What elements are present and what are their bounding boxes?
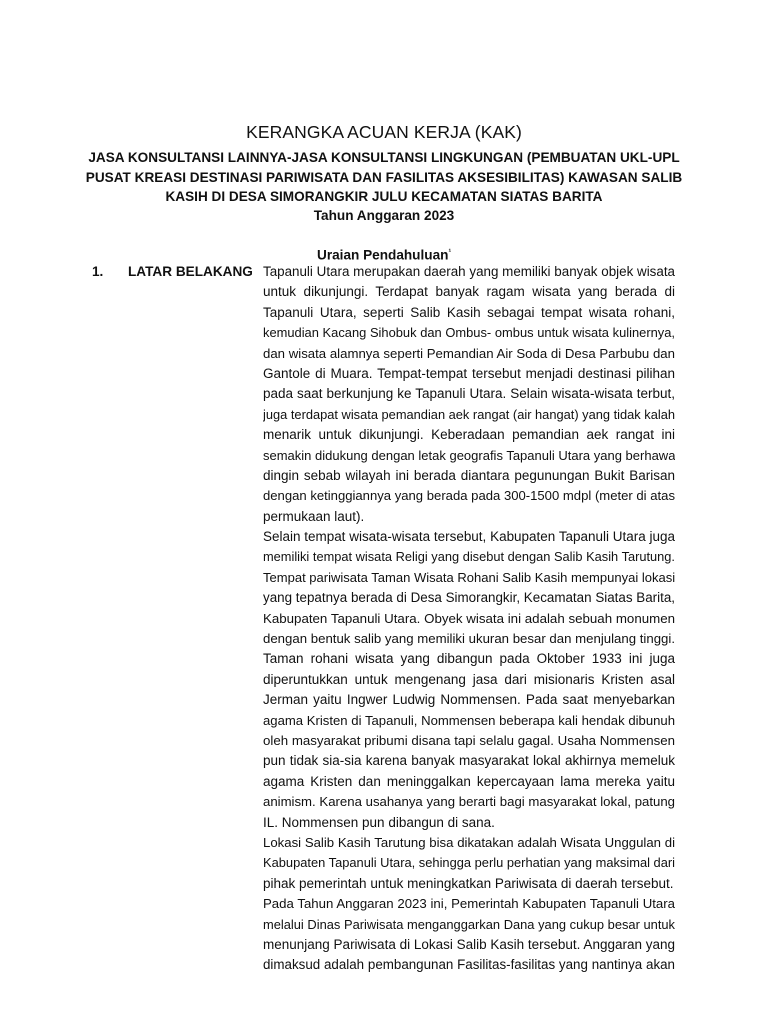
budget-year: Tahun Anggaran 2023 [313, 208, 455, 223]
body-line: Kabupaten Tapanuli Utara. Obyek wisata ini adalah sebuah monumen [263, 610, 675, 626]
body-line: diperuntukkan untuk mengenang jasa dari misionaris Kristen asal [263, 671, 675, 687]
body-line: memiliki tempat wisata Religi yang disebut dengan Salib Kasih Tarutung. [263, 549, 675, 565]
document-subtitle [60, 148, 708, 207]
body-line: kemudian Kacang Sihobuk dan Ombus- ombus untuk wisata kulinernya, [263, 325, 675, 341]
body-line: menarik untuk dikunjungi. Keberadaan pemandian aek rangat ini [263, 427, 675, 443]
body-line: Jerman yaitu Ingwer Ludwig Nommensen. Pada saat menyebarkan [263, 692, 675, 708]
body-line: pun tidak sia-sia karena banyak masyarakat lokal akhirnya memeluk [263, 753, 675, 769]
item-label: LATAR BELAKANG [128, 264, 253, 279]
body-line: oleh masyarakat pribumi disana tapi selalu gagal. Usaha Nommensen [263, 732, 675, 748]
subtitle-line: KASIH DI DESA SIMORANGKIR JULU KECAMATAN SIATAS BARITA [165, 189, 603, 204]
body-line: dan wisata alamnya seperti Pemandian Air Soda di Desa Parbubu dan [263, 345, 675, 361]
body-line: melalui Dinas Pariwisata menganggarkan Dana yang cukup besar untuk [263, 916, 675, 932]
body-line: agama Kristen dan meninggalkan kepercayaan lama mereka yaitu [263, 773, 675, 789]
body-line: dingin sebab wilayah ini berada diantara pegunungan Bukit Barisan [263, 467, 675, 483]
document-title: KERANGKA ACUAN KERJA (KAK) [246, 122, 522, 142]
subtitle-line: PUSAT KREASI DESTINASI PARIWISATA DAN FASILITAS AKSESIBILITAS) KAWASAN SALIB [85, 169, 683, 185]
body-line: dimaksud adalah pembangunan Fasilitas-fasilitas yang nantinya akan [263, 957, 675, 973]
subtitle-line: JASA KONSULTANSI LAINNYA-JASA KONSULTANSI LINGKUNGAN (PEMBUATAN UKL-UPL [88, 150, 680, 165]
body-line: permukaan laut). [263, 508, 365, 524]
body-line: Selain tempat wisata-wisata tersebut, Kabupaten Tapanuli Utara juga [263, 529, 675, 545]
body-line: menunjang Pariwisata di Lokasi Salib Kasih tersebut. Anggaran yang [263, 936, 675, 952]
body-line: pada saat berkunjung ke Tapanuli Utara. Selain wisata-wisata terbut, [263, 386, 675, 402]
body-line: Tapanuli Utara, seperti Salib Kasih sebagai tempat wisata rohani, [263, 304, 675, 320]
body-line: pihak pemerintah untuk meningkatkan Pariwisata di daerah tersebut. [263, 875, 674, 891]
body-line: Taman rohani wisata yang dibangun pada Oktober 1933 ini juga [263, 651, 675, 667]
body-line: IL. Nommensen pun dibangun di sana. [263, 814, 495, 830]
body-line: dengan bentuk salib yang memiliki ukuran besar dan menjulang tinggi. [263, 631, 675, 647]
body-line: Tempat pariwisata Taman Wisata Rohani Salib Kasih mempunyai lokasi [263, 569, 675, 585]
body-line: Kabupaten Tapanuli Utara, sehingga perlu perhatian yang maksimal dari [263, 855, 675, 871]
item-number: 1. [92, 264, 104, 279]
body-line: untuk dikunjungi. Terdapat banyak ragam wisata yang berada di [263, 284, 675, 300]
body-line: Tapanuli Utara merupakan daerah yang memiliki banyak objek wisata [263, 264, 675, 279]
body-line: Lokasi Salib Kasih Tarutung bisa dikatakan adalah Wisata Unggulan di [263, 834, 675, 850]
body-line: animism. Karena usahanya yang berarti bagi masyarakat lokal, patung [263, 794, 675, 810]
body-line: Gantole di Muara. Tempat-tempat tersebut menjadi destinasi pilihan [263, 365, 675, 381]
section-heading-text: Uraian Pendahuluan [317, 247, 449, 263]
body-line: agama Kristen di Tapanuli, Nommensen beberapa kali hendak dibunuh [263, 712, 675, 728]
body-line: dengan ketinggiannya yang berada pada 300-1500 mdpl (meter di atas [263, 488, 675, 504]
body-line: yang tepatnya berada di Desa Simorangkir, Kecamatan Siatas Barita, [263, 590, 675, 606]
body-paragraphs [263, 262, 675, 976]
body-line: Pada Tahun Anggaran 2023 ini, Pemerintah Kabupaten Tapanuli Utara [263, 896, 675, 912]
body-line: juga terdapat wisata pemandian aek rangat (air hangat) yang tidak kalah [263, 406, 675, 422]
body-line: semakin didukung dengan letak geografis Tapanuli Utara yang berhawa [263, 447, 675, 463]
footnote-mark: ¹ [448, 247, 452, 256]
